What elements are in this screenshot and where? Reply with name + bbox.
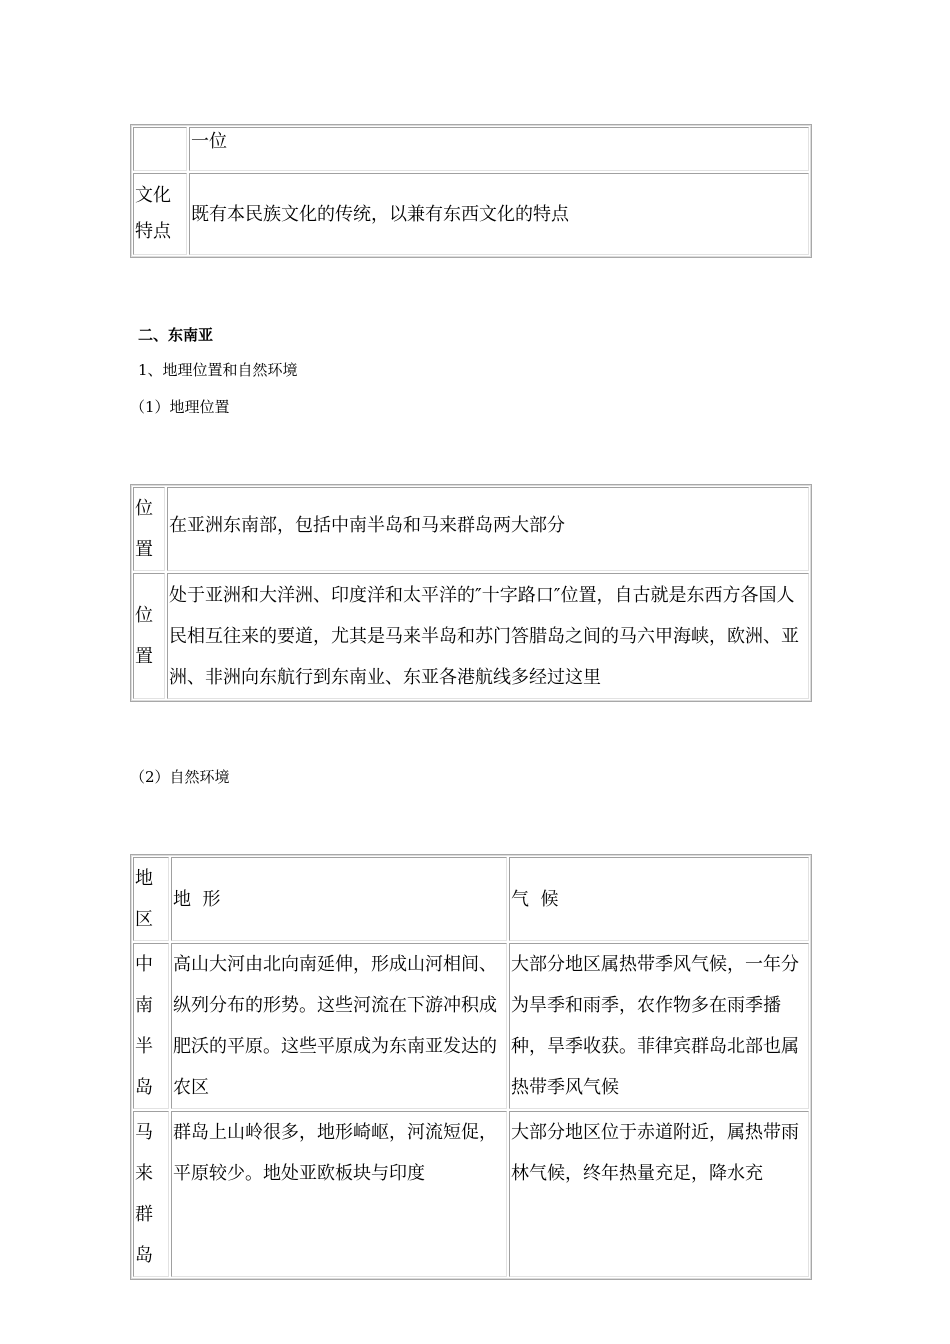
row-label: 位置 bbox=[133, 573, 165, 699]
culture-table bbox=[130, 124, 812, 258]
row-content: 在亚洲东南部，包括中南半岛和马来群岛两大部分 bbox=[167, 487, 809, 571]
terrain-cell: 高山大河由北向南延伸，形成山河相间、纵列分布的形势。这些河流在下游冲积成肥沃的平原。这些平原成为东南亚发达的农区 bbox=[171, 943, 507, 1109]
climate-cell: 大部分地区属热带季风气候，一年分为旱季和雨季，农作物多在雨季播种，旱季收获。菲律宾群岛北部也属热带季风气候 bbox=[509, 943, 809, 1109]
header-region: 地区 bbox=[133, 857, 169, 941]
subheading-natural-environment: （2）自然环境 bbox=[130, 768, 230, 786]
table-row bbox=[133, 487, 809, 571]
table-row bbox=[133, 1111, 809, 1277]
header-terrain: 地 形 bbox=[171, 857, 507, 941]
row-label-culture: 文化特点 bbox=[133, 173, 187, 255]
terrain-cell: 群岛上山岭很多，地形崎岖，河流短促，平原较少。地处亚欧板块与印度 bbox=[171, 1111, 507, 1277]
table-row bbox=[133, 173, 809, 255]
region-cell: 马来群岛 bbox=[133, 1111, 169, 1277]
table-row bbox=[133, 943, 809, 1109]
region-cell: 中南半岛 bbox=[133, 943, 169, 1109]
table-row bbox=[133, 573, 809, 699]
climate-cell: 大部分地区位于赤道附近，属热带雨林气候，终年热量充足，降水充 bbox=[509, 1111, 809, 1277]
row-content: 一位 bbox=[189, 127, 809, 171]
row-label bbox=[133, 127, 187, 171]
row-content-culture: 既有本民族文化的传统，以兼有东西文化的特点 bbox=[189, 173, 809, 255]
row-label: 位置 bbox=[133, 487, 165, 571]
table-row bbox=[133, 127, 809, 171]
section-heading: 二、东南亚 bbox=[138, 326, 214, 344]
row-content: 处于亚洲和大洋洲、印度洋和太平洋的″十字路口″位置，自古就是东西方各国人民相互往来的要道，尤其是马来半岛和苏门答腊岛之间的马六甲海峡，欧洲、亚洲、非洲向东航行到东南业、东亚各港航线多经过这里 bbox=[167, 573, 809, 699]
subheading-location-environment: 1、地理位置和自然环境 bbox=[138, 361, 298, 379]
location-table bbox=[130, 484, 812, 702]
table-header-row bbox=[133, 857, 809, 941]
header-climate: 气 候 bbox=[509, 857, 809, 941]
environment-table bbox=[130, 854, 812, 1280]
subheading-geographic-location: （1）地理位置 bbox=[130, 398, 230, 416]
